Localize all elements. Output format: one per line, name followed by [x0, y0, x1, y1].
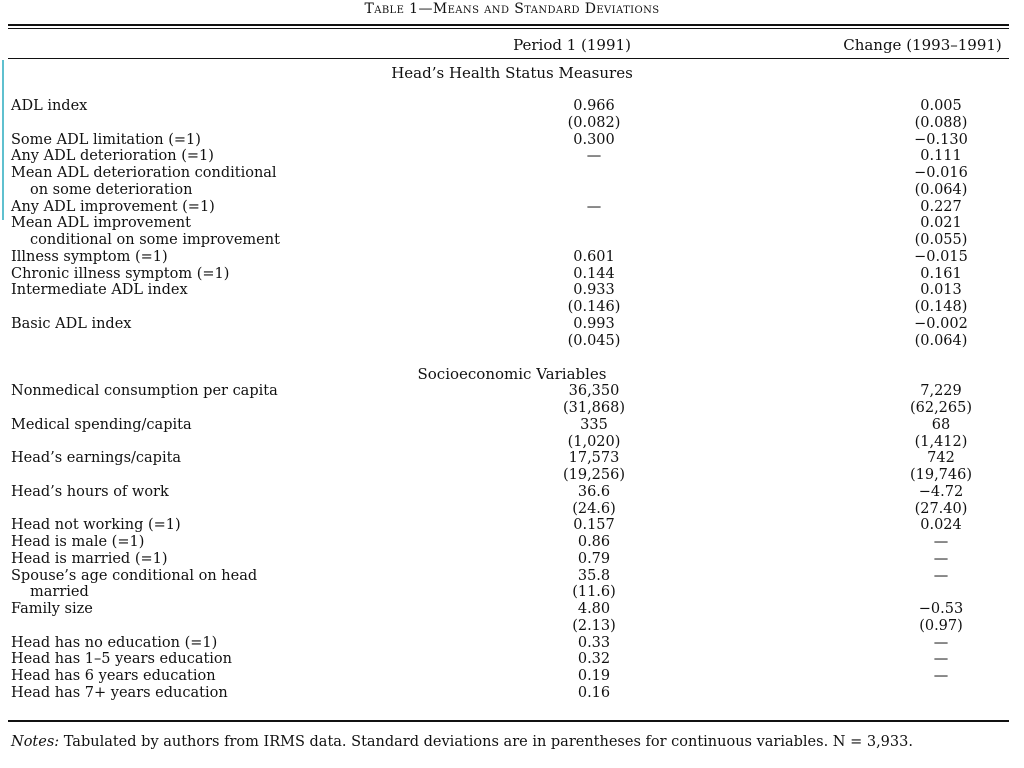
period-value: 35.8: [577, 567, 611, 584]
period-value: 0.300: [573, 131, 615, 148]
period-value: 0.933: [573, 282, 615, 299]
row-label: Head not working (=1): [11, 517, 181, 534]
change-value: (0.088): [914, 114, 968, 131]
change-value: −0.002: [914, 315, 968, 332]
row-label: Nonmedical consumption per capita: [11, 383, 278, 400]
table-row: [0, 148, 1024, 165]
row-label: Chronic illness symptom (=1): [11, 265, 230, 282]
table-row: [0, 383, 1024, 400]
change-value: −0.016: [914, 165, 968, 181]
table-row: [0, 668, 1024, 685]
period-value: —: [586, 198, 602, 215]
change-value: 0.005: [920, 98, 962, 114]
top-rule: [8, 24, 1009, 26]
table-row: [0, 584, 1024, 601]
row-label: married: [30, 584, 89, 601]
table-row: [0, 400, 1024, 417]
period-value: 36,350: [568, 383, 620, 400]
period-value: 0.86: [577, 534, 611, 550]
table-row: [0, 551, 1024, 568]
change-value: —: [933, 651, 949, 668]
table-row: [0, 618, 1024, 635]
row-label: Head’s earnings/capita: [11, 450, 182, 467]
table-row: [0, 282, 1024, 299]
period-value: (31,868): [562, 400, 626, 416]
section-heading-socioeconomic: Socioeconomic Variables: [417, 365, 607, 383]
table-row: [0, 132, 1024, 149]
change-value: 0.111: [920, 148, 962, 165]
change-value: −0.130: [914, 131, 968, 148]
row-label: Basic ADL index: [11, 315, 132, 332]
table-row: [0, 467, 1024, 484]
change-value: −0.53: [918, 601, 964, 617]
table-row: [0, 299, 1024, 316]
row-label: Medical spending/capita: [11, 416, 192, 433]
table-row: [0, 568, 1024, 585]
period-value: (0.146): [567, 299, 621, 315]
row-label: Illness symptom (=1): [11, 248, 168, 265]
period-value: (24.6): [572, 500, 616, 517]
period-value: 0.601: [573, 248, 615, 265]
row-label: Mean ADL improvement: [11, 215, 191, 232]
table-row: [0, 484, 1024, 501]
table-row: [0, 182, 1024, 199]
period-value: 0.16: [577, 684, 611, 701]
period-value: 0.966: [573, 98, 615, 114]
table-row: [0, 232, 1024, 249]
change-value: 742: [927, 450, 955, 467]
change-value: (0.148): [914, 299, 968, 315]
table-caption: Table 1—Means and Standard Deviations: [364, 1, 660, 17]
table-row: [0, 165, 1024, 182]
period-value: 0.19: [577, 668, 611, 684]
table-row: [0, 98, 1024, 115]
row-label: Some ADL limitation (=1): [11, 131, 201, 148]
period-value: (11.6): [572, 584, 616, 601]
row-label: Spouse’s age conditional on head: [11, 567, 258, 584]
table-row: [0, 534, 1024, 551]
period-value: —: [586, 148, 602, 165]
change-value: 0.227: [920, 198, 962, 215]
period-value: (2.13): [572, 617, 616, 634]
row-label: Head has 7+ years education: [11, 684, 228, 701]
table-row: [0, 316, 1024, 333]
table-row: [0, 651, 1024, 668]
column-header-period: Period 1 (1991): [513, 36, 631, 54]
change-value: (0.064): [914, 332, 968, 349]
period-value: 4.80: [577, 601, 611, 617]
table-row: [0, 434, 1024, 451]
table-row: [0, 215, 1024, 232]
period-value: 0.32: [577, 651, 611, 668]
period-value: (1,020): [567, 433, 621, 450]
row-label: Head has 1–5 years education: [11, 651, 233, 668]
change-value: −0.015: [914, 248, 968, 265]
table-row: [0, 501, 1024, 518]
period-value: 0.157: [573, 517, 615, 534]
period-value: 17,573: [568, 450, 620, 467]
table-row: [0, 115, 1024, 132]
period-value: 0.144: [573, 265, 615, 282]
change-value: (0.97): [919, 617, 963, 634]
row-label: Intermediate ADL index: [11, 282, 188, 299]
change-value: 0.024: [920, 517, 962, 534]
period-value: 0.33: [577, 634, 611, 651]
change-value: —: [933, 550, 949, 567]
row-label: Head is married (=1): [11, 550, 168, 567]
table-row: [0, 601, 1024, 618]
change-value: −4.72: [918, 483, 964, 500]
change-value: —: [933, 534, 949, 550]
header-rule: [8, 58, 1009, 59]
row-label: Any ADL deterioration (=1): [11, 148, 214, 165]
row-label: Mean ADL deterioration conditional: [11, 165, 277, 181]
change-value: (62,265): [909, 400, 973, 416]
change-value: (19,746): [909, 467, 973, 483]
table-row: [0, 685, 1024, 702]
period-value: 36.6: [577, 483, 611, 500]
period-value: 0.993: [573, 315, 615, 332]
table-row: [0, 249, 1024, 266]
column-header-change: Change (1993–1991): [843, 36, 1002, 54]
notes-text: Tabulated by authors from IRMS data. Standard deviations are in parentheses for continuous variables. N = 3,933.: [59, 734, 913, 750]
table-row: [0, 266, 1024, 283]
notes-label: Notes:: [11, 734, 60, 750]
row-label: conditional on some improvement: [30, 232, 280, 248]
row-label: Family size: [11, 601, 93, 617]
section-heading-health: Head’s Health Status Measures: [391, 64, 633, 82]
top-rule-thin: [8, 28, 1009, 29]
table-row: [0, 417, 1024, 434]
table-row: [0, 635, 1024, 652]
table-row: [0, 450, 1024, 467]
change-value: 7,229: [920, 383, 962, 400]
period-value: (0.045): [567, 332, 621, 349]
row-label: Head has no education (=1): [11, 634, 218, 651]
change-value: (0.064): [914, 181, 968, 198]
change-value: (0.055): [914, 232, 968, 248]
bottom-rule: [8, 720, 1009, 722]
change-value: —: [933, 668, 949, 684]
change-value: 0.021: [920, 215, 962, 232]
row-label: on some deterioration: [30, 181, 193, 198]
change-value: 0.161: [920, 265, 962, 282]
row-label: Head has 6 years education: [11, 668, 216, 684]
row-label: Head’s hours of work: [11, 483, 169, 500]
table-notes: [11, 734, 913, 750]
change-value: (1,412): [914, 433, 968, 450]
row-label: Any ADL improvement (=1): [11, 198, 215, 215]
change-value: 0.013: [920, 282, 962, 299]
change-value: (27.40): [914, 500, 968, 517]
table-row: [0, 333, 1024, 350]
period-value: 335: [580, 416, 608, 433]
change-value: —: [933, 634, 949, 651]
period-value: (19,256): [562, 467, 626, 483]
period-value: (0.082): [567, 114, 621, 131]
table-row: [0, 199, 1024, 216]
change-value: 68: [931, 416, 951, 433]
table-row: [0, 517, 1024, 534]
row-label: ADL index: [11, 98, 88, 114]
period-value: 0.79: [577, 550, 611, 567]
row-label: Head is male (=1): [11, 534, 145, 550]
change-value: —: [933, 567, 949, 584]
